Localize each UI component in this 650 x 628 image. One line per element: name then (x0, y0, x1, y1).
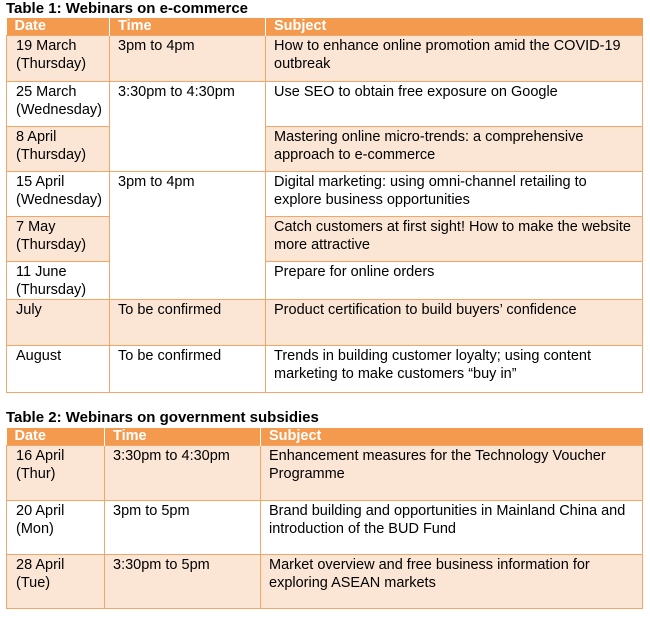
header-subject: Subject (261, 428, 643, 446)
subject-cell: Prepare for online orders (266, 262, 643, 300)
time-cell: 3:30pm to 4:30pm (105, 446, 261, 501)
table-row (7, 172, 643, 217)
header-subject: Subject (266, 18, 643, 36)
date-text: 25 March (16, 84, 77, 100)
time-cell: 3:30pm to 4:30pm (110, 82, 266, 172)
subject-cell: How to enhance online promotion amid the COVID-19 outbreak (266, 36, 643, 82)
table2-caption: Table 2: Webinars on government subsidies (6, 409, 319, 426)
date-cell (7, 555, 105, 609)
table-row (7, 300, 643, 346)
date-text: 7 May (16, 219, 56, 235)
table-row (7, 36, 643, 82)
subject-cell: Mastering online micro-trends: a comprehensive approach to e-commerce (266, 127, 643, 172)
date-cell (7, 217, 110, 262)
date-text: 16 April (16, 448, 65, 464)
date-cell (7, 82, 110, 127)
date-text: 15 April (16, 174, 65, 190)
time-cell: 3pm to 5pm (105, 501, 261, 555)
subject-cell: Market overview and free business information for exploring ASEAN markets (261, 555, 643, 609)
table-header-row (7, 428, 643, 446)
subject-cell: Catch customers at first sight! How to make the website more attractive (266, 217, 643, 262)
weekday-text: (Mon) (16, 521, 54, 537)
weekday-text: (Thursday) (16, 237, 87, 253)
weekday-text: (Thur) (16, 466, 56, 482)
table-row (7, 217, 643, 262)
table-row (7, 82, 643, 127)
date-cell (7, 172, 110, 217)
date-cell: July (7, 300, 110, 346)
date-text: 20 April (16, 503, 65, 519)
weekday-text: (Tue) (16, 575, 51, 591)
subsidy-webinars-table (6, 428, 643, 609)
date-cell: August (7, 346, 110, 393)
subject-cell: Enhancement measures for the Technology Voucher Programme (261, 446, 643, 501)
weekday-text: (Wednesday) (16, 102, 102, 118)
time-cell: 3pm to 4pm (110, 172, 266, 300)
subject-cell: Trends in building customer loyalty; using content marketing to make customers “buy in” (266, 346, 643, 393)
header-time: Time (105, 428, 261, 446)
weekday-text: (Thursday) (16, 282, 87, 298)
date-cell (7, 446, 105, 501)
header-date: Date (7, 428, 105, 446)
table1-caption: Table 1: Webinars on e-commerce (6, 0, 249, 17)
date-text: 28 April (16, 557, 65, 573)
time-cell: 3pm to 4pm (110, 36, 266, 82)
header-time: Time (110, 18, 266, 36)
header-date: Date (7, 18, 110, 36)
subject-cell: Use SEO to obtain free exposure on Google (266, 82, 643, 127)
time-cell: 3:30pm to 5pm (105, 555, 261, 609)
weekday-text: (Wednesday) (16, 192, 102, 208)
time-cell: To be confirmed (110, 346, 266, 393)
subject-cell: Product certification to build buyers’ confidence (266, 300, 643, 346)
table-row (7, 127, 643, 172)
date-text: 11 June (16, 264, 67, 280)
weekday-text: (Thursday) (16, 147, 87, 163)
weekday-text: (Thursday) (16, 56, 87, 72)
date-cell (7, 36, 110, 82)
subject-cell: Digital marketing: using omni-channel retailing to explore business opportunities (266, 172, 643, 217)
time-cell: To be confirmed (110, 300, 266, 346)
date-cell (7, 501, 105, 555)
ecommerce-webinars-table (6, 18, 643, 393)
table-row (7, 555, 643, 609)
table-row (7, 262, 643, 300)
table-row (7, 446, 643, 501)
table-row (7, 501, 643, 555)
date-cell (7, 127, 110, 172)
date-cell (7, 262, 110, 300)
table-header-row (7, 18, 643, 36)
date-text: 8 April (16, 129, 57, 145)
table-row (7, 346, 643, 393)
date-text: 19 March (16, 38, 77, 54)
subject-cell: Brand building and opportunities in Mainland China and introduction of the BUD Fund (261, 501, 643, 555)
